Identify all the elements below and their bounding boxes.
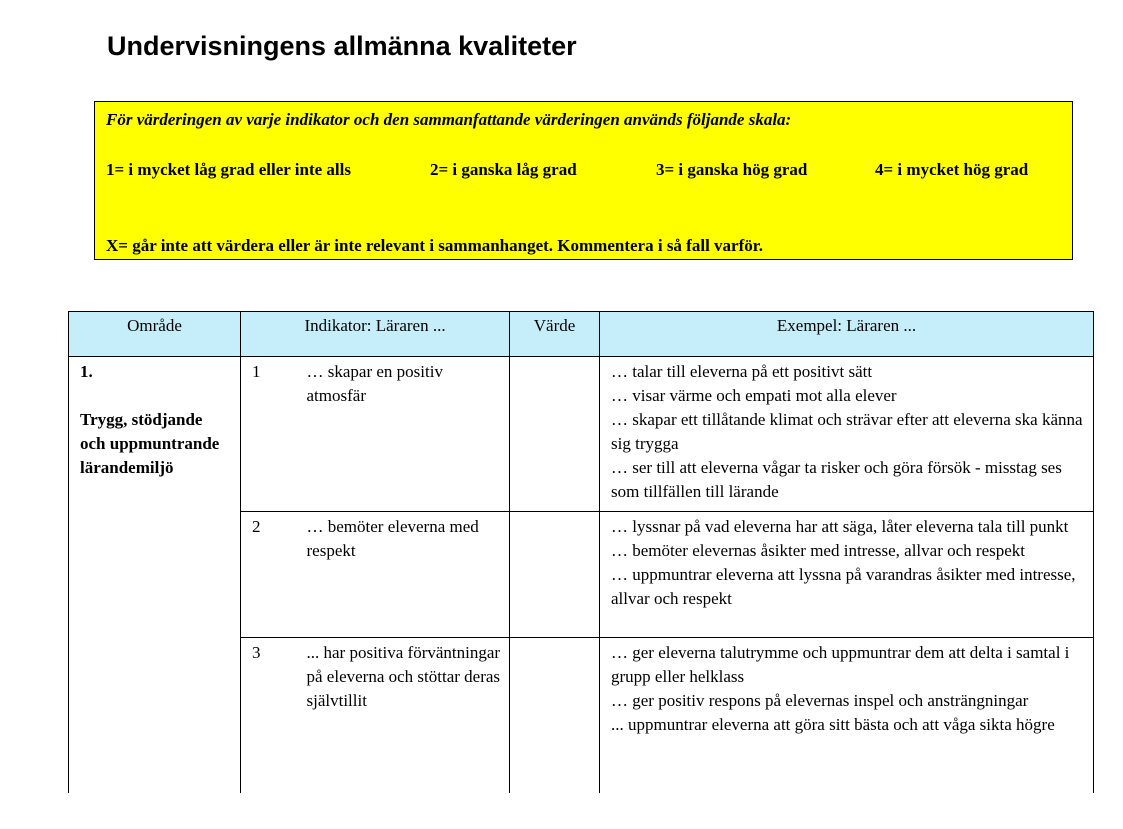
indicator-text: ... har positiva förväntningar på eleverna och stöttar deras självtillit bbox=[296, 638, 510, 794]
example-line: … uppmuntrar eleverna att lyssna på varandras åsikter med intresse, allvar och respekt bbox=[611, 565, 1076, 608]
example-line: … lyssnar på vad eleverna har att säga, låter eleverna tala till punkt bbox=[611, 517, 1069, 536]
table-row bbox=[69, 357, 1094, 512]
example-line: … ger eleverna talutrymme och uppmuntrar dem att delta i samtal i grupp eller helklass bbox=[611, 643, 1070, 686]
scale-intro: För värderingen av varje indikator och den sammanfattande värderingen används följande skala: bbox=[106, 110, 792, 129]
example-line: … ger positiv respons på elevernas inspel och ansträngningar bbox=[611, 691, 1029, 710]
indicator-table bbox=[68, 311, 1094, 793]
scale-level-3: 3= i ganska hög grad bbox=[656, 160, 808, 179]
indicator-text: … skapar en positiv atmosfär bbox=[296, 357, 510, 512]
header-area: Område bbox=[69, 312, 241, 357]
example-line: ... uppmuntrar eleverna att göra sitt bästa och att våga sikta högre bbox=[611, 715, 1055, 734]
scale-x-note: X= går inte att värdera eller är inte relevant i sammanhanget. Kommentera i så fall varför. bbox=[106, 236, 763, 255]
examples-cell bbox=[600, 357, 1094, 512]
scale-level-4: 4= i mycket hög grad bbox=[875, 160, 1029, 179]
scale-level-1: 1= i mycket låg grad eller inte alls bbox=[106, 160, 351, 179]
scale-level-2: 2= i ganska låg grad bbox=[430, 160, 577, 179]
indicator-text: … bemöter eleverna med respekt bbox=[296, 512, 510, 638]
area-name: Trygg, stödjande och uppmuntrande lärandemiljö bbox=[80, 410, 220, 477]
value-cell[interactable] bbox=[510, 512, 600, 638]
examples-cell bbox=[600, 512, 1094, 638]
indicator-number: 2 bbox=[241, 512, 296, 638]
page-title: Undervisningens allmänna kvaliteter bbox=[107, 31, 577, 61]
header-indicator: Indikator: Läraren ... bbox=[241, 312, 510, 357]
rating-scale-box bbox=[94, 101, 1073, 260]
example-line: … skapar ett tillåtande klimat och strävar efter att eleverna ska känna sig trygga bbox=[611, 410, 1083, 453]
indicator-number: 3 bbox=[241, 638, 296, 794]
value-cell[interactable] bbox=[510, 357, 600, 512]
header-value: Värde bbox=[510, 312, 600, 357]
example-line: … talar till eleverna på ett positivt sätt bbox=[611, 362, 873, 381]
example-line: … visar värme och empati mot alla elever bbox=[611, 386, 897, 405]
table-header-row bbox=[69, 312, 1094, 357]
examples-cell bbox=[600, 638, 1094, 794]
area-cell bbox=[69, 357, 241, 794]
value-cell[interactable] bbox=[510, 638, 600, 794]
indicator-number: 1 bbox=[241, 357, 296, 512]
example-line: … ser till att eleverna vågar ta risker och göra försök - misstag ses som tillfällen till lärande bbox=[611, 458, 1062, 501]
header-examples: Exempel: Läraren ... bbox=[600, 312, 1094, 357]
example-line: … bemöter elevernas åsikter med intresse, allvar och respekt bbox=[611, 541, 1025, 560]
area-number: 1. bbox=[80, 362, 93, 381]
